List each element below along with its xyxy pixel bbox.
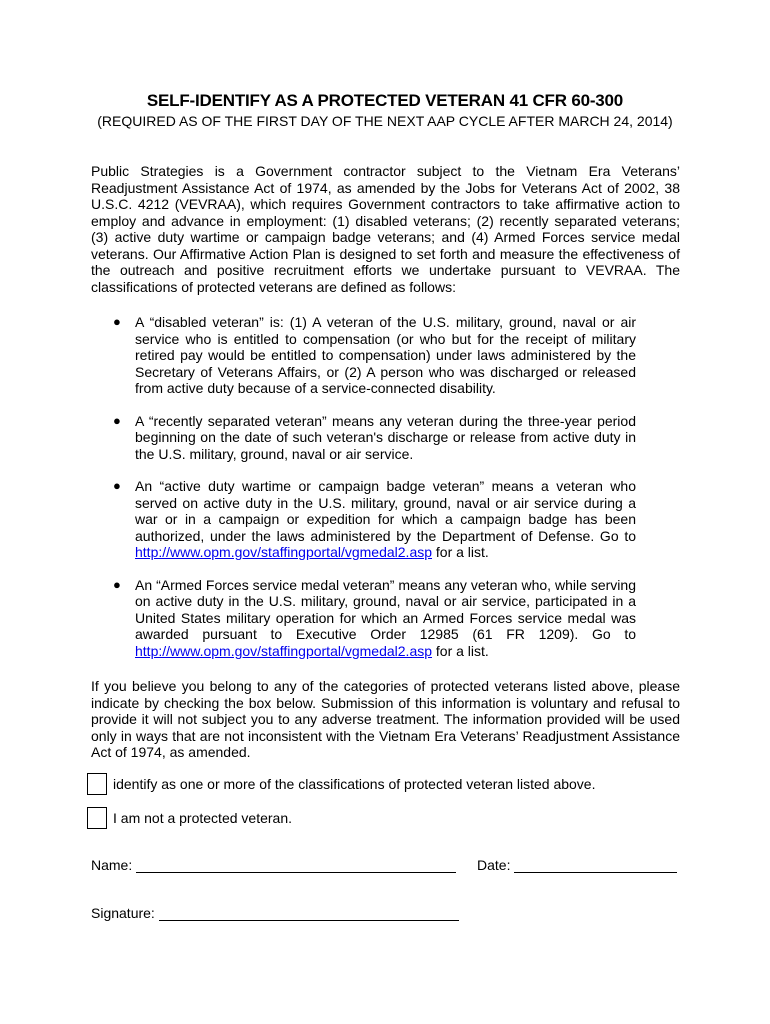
- definition-campaign-badge-veteran: An “active duty wartime or campaign badge veteran” means a veteran who served on active duty in the U.S. military, ground, naval or air service during a war or in a campaign or expedition for which a campaign badge has been authorized, under the laws administered by the Department of Defense. Go to: [135, 478, 636, 544]
- signature-label: Signature:: [91, 905, 155, 921]
- opm-link[interactable]: http://www.opm.gov/staffingportal/vgmedal2.asp: [135, 642, 433, 659]
- not-protected-veteran-label: I am not a protected veteran.: [113, 810, 292, 826]
- form-title: SELF-IDENTIFY AS A PROTECTED VETERAN 41 CFR 60-300: [146, 91, 624, 110]
- veteran-definitions-list: [91, 314, 636, 675]
- intro-paragraph: Public Strategies is a Government contractor subject to the Vietnam Era Veterans’ Readjustment Assistance Act of 1974, as amended by the Jobs for Veterans Act of 2002, 38 U.S.C. 4212 (VEVRAA), which requires Government contractors to take affirmative action to employ and advance in employment: (1) disabled veterans; (2) recently separated veterans; (3) active duty wartime or campaign badge veterans; and (4) Armed Forces service medal veterans. Our Affirmative Action Plan is designed to set forth and measure the effectiveness of the outreach and positive recruitment efforts we undertake pursuant to VEVRAA. The classifications of protected veterans are defined as follows:: [91, 163, 680, 295]
- protected-veteran-label: identify as one or more of the classifications of protected veteran listed above.: [113, 776, 596, 792]
- protected-veteran-option: [87, 773, 596, 795]
- bullet-icon: ●: [113, 576, 121, 592]
- list-item: [91, 478, 636, 561]
- instructions-paragraph: If you believe you belong to any of the categories of protected veterans listed above, please indicate by checking the box below. Submission of this information is voluntary and refusal to provide it will not subject you to any adverse treatment. The information provided will be used only in ways that are not inconsistent with the Vietnam Era Veterans’ Readjustment Assistance Act of 1974, as amended.: [91, 678, 680, 760]
- definition-service-medal-veteran: An “Armed Forces service medal veteran” means any veteran who, while serving on active duty in the U.S. military, ground, naval or air service, participated in a United States military operation for which an Armed Forces service medal was awarded pursuant to Executive Order 12985 (61 FR 1209). Go to: [135, 576, 636, 642]
- list-item: [91, 413, 636, 463]
- date-label: Date:: [477, 857, 511, 873]
- list-item: [91, 577, 636, 660]
- name-label: Name:: [91, 857, 133, 873]
- link-suffix: for a list.: [432, 544, 489, 560]
- bullet-icon: ●: [113, 478, 121, 493]
- list-item: [91, 314, 636, 397]
- date-field: [477, 857, 677, 873]
- protected-veteran-checkbox[interactable]: [87, 773, 107, 795]
- definition-recently-separated-veteran: A “recently separated veteran” means any veteran during the three-year period beginning on the date of such veteran's discharge or release from active duty in the U.S. military, ground, naval or air service.: [135, 412, 636, 462]
- link-suffix: for a list.: [432, 642, 489, 659]
- name-field: [91, 857, 456, 873]
- form-subtitle: (REQUIRED AS OF THE FIRST DAY OF THE NEXT AAP CYCLE AFTER MARCH 24, 2014): [97, 113, 673, 129]
- signature-field: [91, 905, 459, 921]
- not-protected-veteran-option: [87, 807, 292, 829]
- bullet-icon: ●: [113, 314, 121, 329]
- not-protected-veteran-checkbox[interactable]: [87, 807, 107, 829]
- bullet-icon: ●: [113, 412, 121, 428]
- signature-input-line[interactable]: [159, 906, 459, 921]
- definition-disabled-veteran: A “disabled veteran” is: (1) A veteran of the U.S. military, ground, naval or air service who is entitled to compensation (or who but for the receipt of military retired pay would be entitled to compensation) under laws administered by the Secretary of Veterans Affairs, or (2) A person who was discharged or released from active duty because of a service-connected disability.: [135, 314, 636, 396]
- opm-link[interactable]: http://www.opm.gov/staffingportal/vgmedal2.asp: [135, 544, 433, 560]
- date-input-line[interactable]: [514, 858, 677, 873]
- name-input-line[interactable]: [136, 858, 456, 873]
